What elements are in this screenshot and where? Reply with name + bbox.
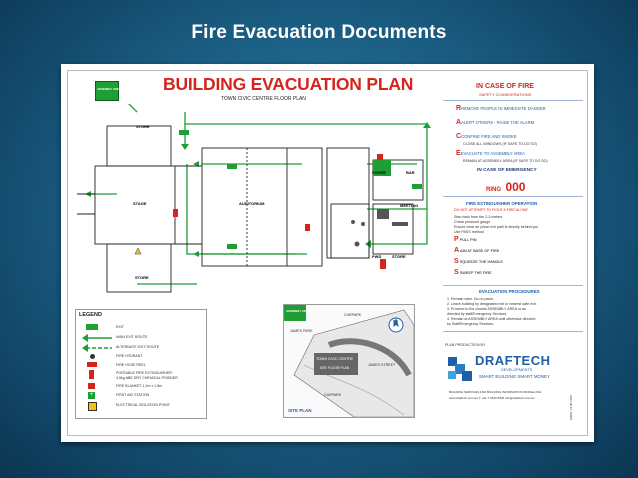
legend-label-hose: FIRE HOSE REEL [116,363,146,367]
north-arrow: N [393,320,399,327]
site-centre: TOWN CIVIC CENTRE [316,357,354,361]
hose-reel-icon [87,362,97,367]
procedure-4: 4. Remain at ASSEMBLY AREA until otherwise directed [447,317,536,321]
room-stage: STAGE [133,201,147,206]
brand-contact: www.draftech.com.au T: +61 7 3420 6840 info@draftech.com.au [449,396,535,400]
legend-label-first-aid: FIRST AID STATION [116,393,150,397]
emergency-subheading: SAFETY CONSIDERATIONS [479,92,532,97]
room-store-bottom: STORE [135,275,149,280]
legend-label-exit: EXIT [116,325,124,329]
pass-a: A AIM AT BASE OF FIRE [454,247,500,254]
electrical-isolation-icon [135,248,141,254]
main-route-arrow-icon [82,334,112,342]
room-store-right: STORE [392,254,406,259]
fire-blanket-icon [88,383,95,389]
assembly-area-sign: ASSEMBLY AREA [95,81,119,101]
procedure-1: 1. Remain calm. Do no panic. [447,297,495,301]
legend-label-extinguisher-type: 4.5kg ABE DRY CHEMICAL POWDER [116,376,178,380]
plan-subtitle: TOWN CIVIC CENTRE FLOOR PLAN [221,96,306,102]
e-detail: REMAIN AT ASSEMBLY AREA (IF SAFE TO DO SO) [463,159,548,163]
legend-title: LEGEND [79,312,102,318]
brand-name: DRAFTECH [475,353,551,368]
legend-label-hydrant: FIRE HYDRANT [116,354,143,358]
evacuation-document [61,64,594,442]
room-bar: BAR [406,170,415,175]
legend [75,309,207,419]
alternate-route-arrow-icon [82,344,112,352]
pass-p: P PULL PIN [454,236,477,243]
site-see-floor: SEE FLOOR PLAN [320,366,350,370]
document-code: E0001 V4.00 2016 [569,395,573,420]
legend-label-blanket: FIRE BLANKET 1.2m x 1.8m [116,384,163,388]
procedure-3: 3. Proceed to the closest ASSEMBLY AREA or as [447,307,526,311]
extinguisher-step-2: Check pressure gauge [454,220,491,224]
procedure-2: 2. Leave building by designated exit or nearest safe exit. [447,302,537,306]
site-james-street: JAMES STREET [368,363,396,367]
fire-hydrant-icon [90,354,95,359]
room-pwd: PWD [372,254,382,259]
c-detail: CLOSE ALL WINDOWS (IF SAFE TO DO SO) [463,142,537,146]
site-assembly-label: ASSEMBLY AREA [286,309,310,313]
extinguisher-step-3: Ensure clear air (clear exit path is directly behind you [454,225,539,229]
extinguisher-icon [89,370,94,379]
site-plan-label: SITE PLAN [288,408,312,413]
route-arrowheads [85,122,431,257]
produced-by: PLAN PRODUCTION BY [445,343,486,347]
c-item: CCONFINE FIRE AND SMOKE [456,133,517,140]
first-aid-icon: + [89,392,94,398]
legend-label-electrical: ELECTRICAL ISOLATION POINT [116,403,170,407]
site-james-park: JAMES PARK [290,329,313,333]
site-carpark: CARPARK [324,393,342,397]
room-auditorium: AUDITORIUM [239,201,265,206]
r-item: RREMOVE PEOPLE IN IMMEDIATE DANGER [456,105,546,112]
site-plan [283,304,415,418]
legend-label-alt-route: ALTERNATE EXIT ROUTE [116,345,160,349]
plan-title: BUILDING EVACUATION PLAN [163,74,414,94]
fire-equipment [173,154,386,269]
extinguisher-heading: FIRE EXTINGUISHER OPERATION [466,201,538,206]
room-meeting: MEETING [400,203,419,208]
brand-services: BUILDING SERVICES AND BUILDING INFORMATION MODELLING [449,390,542,394]
brand-developments: DEVELOPMENTS [501,368,533,372]
e-item: EEVACUATE TO ASSEMBLY AREA [456,150,525,157]
exit-sign-icon [86,324,98,330]
room-foyer: FOYER [372,170,386,175]
procedure-3b: directed by staff/Emergency Services [447,312,507,316]
extinguisher-step-1: Step back from the 2-3 meters [454,215,503,219]
a-item: AALERT OTHERS - RAISE THE ALARM [456,119,535,126]
pass-s2: S SWEEP THE FIRE [454,269,492,276]
brand-tagline: SMART BUILDING SMART MONEY [479,374,550,379]
ring-number: RING 000 [486,180,526,194]
procedure-4b: by Staff/Emergency Services. [447,322,495,326]
electrical-isolation-legend-icon [88,402,97,411]
case-emergency: IN CASE OF EMERGENCY [477,168,537,173]
site-carpark-top: CARPARK [344,313,362,317]
slide-title: Fire Evacuation Documents [191,22,447,43]
legend-label-main-route: MAIN EXIT ROUTE [116,335,148,339]
procedures-heading: EVACUATION PROCEDURES [479,289,540,294]
legend-label-extinguisher: PORTABLE FIRE EXTINGUISHER [116,371,172,375]
emergency-heading: IN CASE OF FIRE [476,83,534,90]
extinguisher-subheading: DO NOT ATTEMPT TO FIGHT A FIRE ALONE [454,208,528,212]
room-store-top: STORE [136,124,150,129]
extinguisher-step-4: Use PASS method [454,230,484,234]
draftech-logo-icon [445,354,475,384]
pass-s1: S SQUEEZE THE HANDLE [454,258,503,265]
fixtures [351,209,408,247]
